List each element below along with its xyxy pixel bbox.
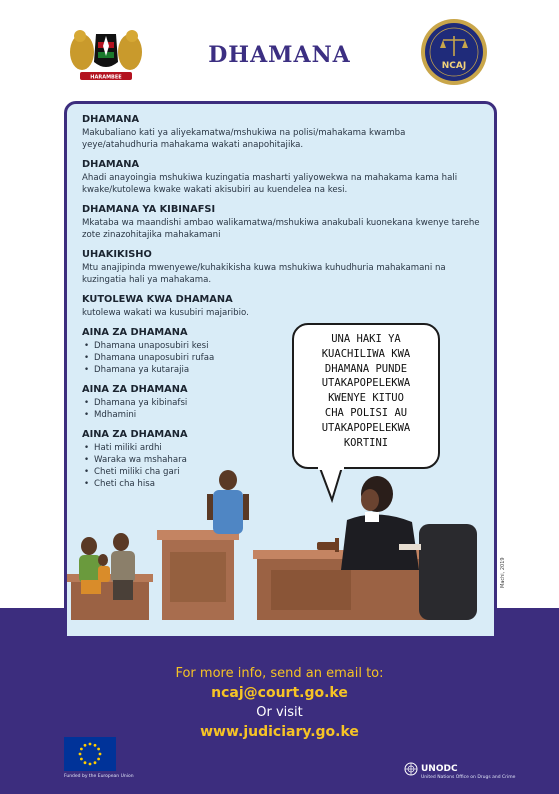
eu-funding-caption: Funded by the European Union: [64, 774, 134, 779]
page-title: DHAMANA: [208, 42, 351, 68]
list-item: • Waraka wa mshahara: [82, 454, 482, 466]
section-heading: KUTOLEWA KWA DHAMANA: [82, 294, 233, 305]
section-text: Mtu anajipinda mwenyewe/kuhakikisha kuwa mshukiwa kuhudhuria mahakamani na kuzingatia hali ya mahakama.: [82, 263, 446, 285]
unodc-logo: [404, 762, 458, 776]
courtroom-illustration: [67, 460, 494, 636]
definition-section: [82, 248, 482, 286]
bubble-line: KUACHILIWA KWA: [321, 347, 411, 360]
list-heading: AINA ZA DHAMANA: [82, 327, 188, 338]
bubble-line: DHAMANA PUNDE: [324, 362, 408, 375]
definition-section: [82, 203, 482, 241]
website-link[interactable]: www.judiciary.go.ke: [200, 724, 359, 740]
list-item: • Dhamana unaposubiri kesi: [82, 340, 482, 352]
list-item: • Dhamana unaposubiri rufaa: [82, 352, 482, 364]
ncaj-logo: [420, 18, 488, 86]
bubble-line: KWENYE KITUO: [328, 392, 404, 405]
bubble-line: CHA POLISI AU: [324, 406, 408, 419]
list-item: • Hati miliki ardhi: [82, 442, 482, 454]
ncaj-logo-text: NCAJ: [441, 61, 467, 71]
section-heading: UHAKIKISHO: [82, 249, 152, 260]
section-text: Mkataba wa maandishi ambao walikamatwa/mshukiwa anakubali kuonekana kwenye tarehe zote zinazohitajika mahakamani: [82, 218, 480, 240]
section-text: Ahadi anayoingia mshukiwa kuzingatia masharti yaliyowekwa na mahakama kama hali kwake/kutolewa kwake wakati akisubiri au kuendelea na kesi.: [82, 173, 458, 195]
definition-section: [82, 113, 482, 151]
bubble-line: KORTINI: [343, 436, 389, 449]
header: [0, 0, 559, 98]
footer-info-line: For more info, send an email to:: [175, 666, 384, 681]
speech-bubble-text: [294, 332, 438, 450]
list-item: • Cheti miliki cha gari: [82, 466, 482, 478]
coat-motto: HARAMBEE: [90, 74, 122, 81]
definition-section: [82, 293, 482, 319]
section-text: kutolewa wakati wa kusubiri majaribio.: [82, 308, 249, 318]
footer-visit-line: Or visit: [256, 705, 303, 720]
section-heading: DHAMANA: [82, 114, 140, 125]
bubble-line: UTAKAPOPELEKWA: [321, 421, 411, 434]
footer-contact: [0, 664, 559, 742]
definition-section: [82, 158, 482, 196]
eu-flag-icon: [64, 737, 116, 771]
list-heading: AINA ZA DHAMANA: [82, 429, 188, 440]
unodc-subtitle: United Nations Office on Drugs and Crime: [421, 775, 516, 780]
list-item: • Dhamana ya kutarajia: [82, 364, 482, 376]
email-link[interactable]: ncaj@court.go.ke: [211, 685, 348, 701]
list-item: • Cheti cha hisa: [82, 478, 482, 490]
section-heading: DHAMANA YA KIBINAFSI: [82, 204, 216, 215]
bubble-line: UNA HAKI YA: [331, 333, 401, 345]
list-heading: AINA ZA DHAMANA: [82, 384, 188, 395]
list-item: • Mdhamini: [82, 409, 482, 421]
list-item: • Dhamana ya kibinafsi: [82, 397, 482, 409]
bubble-line: UTAKAPOPELEKWA: [321, 377, 411, 390]
illustration-credit: Machi, 2019: [500, 557, 506, 588]
section-text: Makubaliano kati ya aliyekamatwa/mshukiwa na polisi/mahakama kwamba yeye/atahudhuria mahakama wakati anapohitajika.: [82, 128, 406, 150]
unodc-name: UNODC: [421, 764, 458, 774]
un-emblem-icon: [404, 762, 418, 776]
section-heading: DHAMANA: [82, 159, 140, 170]
